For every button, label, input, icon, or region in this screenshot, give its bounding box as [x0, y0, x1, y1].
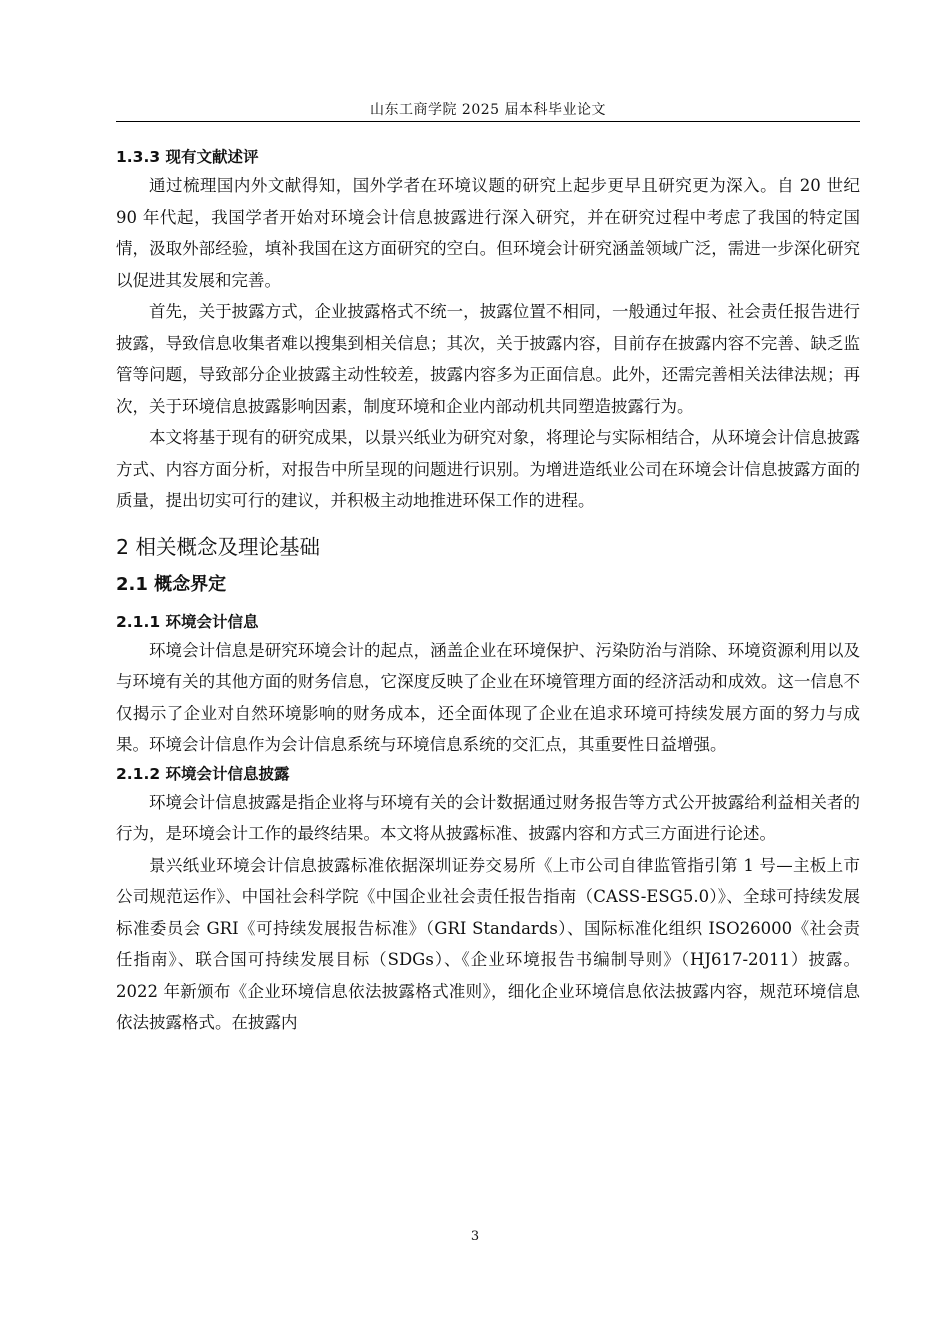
chapter-heading-2: 2 相关概念及理论基础 — [116, 534, 321, 559]
running-header: 山东工商学院 2025 届本科毕业论文 — [369, 102, 607, 118]
page-number: 3 — [470, 1229, 480, 1244]
section-heading-1-3-3: 1.3.3 现有文献述评 — [116, 148, 259, 166]
paragraph: 环境会计信息披露是指企业将与环境有关的会计数据通过财务报告等方式公开披露给利益相关者的行为，是环境会计工作的最终结果。本文将从披露标准、披露内容和方式三方面进行论述。 — [116, 792, 860, 843]
paragraph: 首先，关于披露方式，企业披露格式不统一，披露位置不相同，一般通过年报、社会责任报告进行披露，导致信息收集者难以搜集到相关信息；其次，关于披露内容，目前存在披露内容不完善、缺乏监管等问题，导致部分企业披露主动性较差，披露内容多为正面信息。此外，还需完善相关法律法规；再次，关于环境信息披露影响因素，制度环境和企业内部动机共同塑造披露行为。 — [116, 302, 860, 416]
paragraph: 环境会计信息是研究环境会计的起点，涵盖企业在环境保护、污染防治与消除、环境资源利用以及与环境有关的其他方面的财务信息，它深度反映了企业在环境管理方面的经济活动和成效。这一信息不仅揭示了企业对自然环境影响的财务成本，还全面体现了企业在追求环境可持续发展方面的努力与成果。环境会计信息作为会计信息系统与环境信息系统的交汇点，其重要性日益增强。 — [116, 640, 860, 754]
header-divider — [116, 121, 860, 122]
section-heading-2-1: 2.1 概念界定 — [116, 573, 227, 595]
paragraph: 景兴纸业环境会计信息披露标准依据深圳证券交易所《上市公司自律监管指引第 1 号—主板上市公司规范运作》、中国社会科学院《中国企业社会责任报告指南（CASS-ESG5.0）》、全球可持续发展标准委员会 GRI《可持续发展报告标准》（GRI Standards）、国际标准化组织 ISO26000《社会责任指南》、联合国可持续发展目标（SDGs）、《企业环境报告书编制导则》（HJ617-2011）披露。2022 年新颁布《企业环境信息依法披露格式准则》，细化企业环境信息依法披露内容，规范环境信息依法披露格式。在披露内 — [116, 855, 860, 1032]
paragraph: 本文将基于现有的研究成果，以景兴纸业为研究对象，将理论与实际相结合，从环境会计信息披露方式、内容方面分析，对报告中所呈现的问题进行识别。为增进造纸业公司在环境会计信息披露方面的质量，提出切实可行的建议，并积极主动地推进环保工作的进程。 — [116, 428, 860, 510]
section-heading-2-1-1: 2.1.1 环境会计信息 — [116, 612, 259, 631]
paragraph: 通过梳理国内外文献得知，国外学者在环境议题的研究上起步更早且研究更为深入。自 20 世纪 90 年代起，我国学者开始对环境会计信息披露进行深入研究，并在研究过程中考虑了我国的特定国情，汲取外部经验，填补我国在这方面研究的空白。但环境会计研究涵盖领域广泛，需进一步深化研究以促进其发展和完善。 — [116, 176, 860, 290]
page-body — [116, 144, 860, 1039]
section-heading-2-1-2: 2.1.2 环境会计信息披露 — [116, 764, 290, 783]
